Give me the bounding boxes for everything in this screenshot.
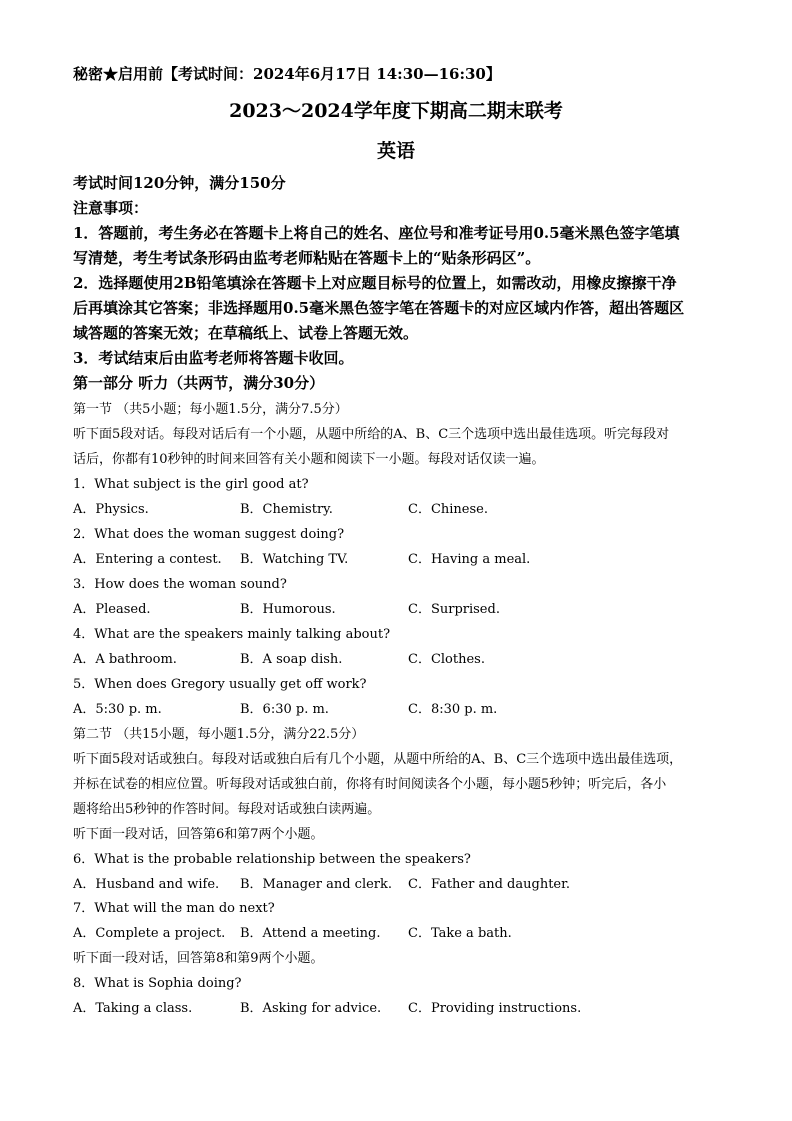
question-2-option-b: B．Watching TV.	[240, 552, 349, 567]
question-8-option-b: B．Asking for advice.	[240, 1001, 382, 1016]
question-1-option-b: B．Chemistry.	[240, 502, 333, 517]
note-3: 3．考试结束后由监考老师将答题卡收回。	[73, 349, 354, 367]
exam-time-line: 考试时间120分钟，满分150分	[73, 174, 286, 192]
note-1-line-2: 写清楚，考生考试条形码由监考老师粘贴在答题卡上的“贴条形码区”。	[73, 249, 541, 267]
question-2: 2．What does the woman suggest doing?	[73, 527, 345, 542]
note-2-line-3: 域答题的答案无效；在草稿纸上、试卷上答题无效。	[73, 324, 419, 342]
question-1: 1．What subject is the girl good at?	[73, 477, 309, 492]
question-3-option-a: A．Pleased.	[73, 602, 151, 617]
question-6-option-c: C．Father and daughter.	[408, 877, 571, 892]
question-2-option-a: A．Entering a contest.	[73, 552, 222, 567]
question-4-option-a: A．A bathroom.	[73, 652, 177, 667]
question-5-option-a: A．5:30 p. m.	[73, 702, 162, 717]
dialogue-note-8-9: 听下面一段对话，回答第8和第9两个小题。	[73, 951, 324, 966]
question-5-option-b: B．6:30 p. m.	[240, 702, 329, 717]
confidential-notice: 秘密★启用前【考试时间：2024年6月17日 14:30—16:30】	[73, 65, 501, 83]
section-1-heading: 第一节 （共5小题；每小题1.5分，满分7.5分）	[73, 402, 348, 417]
question-6-option-a: A．Husband and wife.	[73, 877, 220, 892]
subject-title: 英语	[376, 140, 415, 162]
question-7-option-a: A．Complete a project.	[73, 926, 226, 941]
question-8: 8．What is Sophia doing?	[73, 976, 242, 991]
question-4-option-c: C．Clothes.	[408, 652, 485, 667]
exam-title: 2023～2024学年度下期高二期末联考	[229, 100, 563, 122]
section-2-intro-line-1: 听下面5段对话或独白。每段对话或独白后有几个小题，从题中所给的A、B、C三个选项中选出最佳选项，	[73, 752, 683, 767]
question-1-option-c: C．Chinese.	[408, 502, 488, 517]
section-2-heading: 第二节 （共15小题，每小题1.5分，满分22.5分）	[73, 727, 365, 742]
question-6-option-b: B．Manager and clerk.	[240, 877, 393, 892]
dialogue-note-6-7: 听下面一段对话，回答第6和第7两个小题。	[73, 827, 324, 842]
question-6: 6．What is the probable relationship between the speakers?	[73, 852, 471, 867]
note-2-line-1: 2．选择题使用2B铅笔填涂在答题卡上对应题目标号的位置上，如需改动，用橡皮擦擦干净	[73, 274, 677, 292]
section-1-intro-line-2: 话后，你都有10秒钟的时间来回答有关小题和阅读下一小题。每段对话仅读一遍。	[73, 452, 545, 467]
question-4-option-b: B．A soap dish.	[240, 652, 343, 667]
question-5: 5．When does Gregory usually get off work?	[73, 677, 367, 692]
section-2-intro-line-2: 并标在试卷的相应位置。听每段对话或独白前，你将有时间阅读各个小题，每小题5秒钟；听完后，各小	[73, 777, 667, 792]
question-8-option-a: A．Taking a class.	[73, 1001, 193, 1016]
question-7: 7．What will the man do next?	[73, 901, 275, 916]
note-1-line-1: 1．答题前，考生务必在答题卡上将自己的姓名、座位号和准考证号用0.5毫米黑色签字笔填	[73, 224, 680, 242]
question-4: 4．What are the speakers mainly talking about?	[73, 627, 391, 642]
question-2-option-c: C．Having a meal.	[408, 552, 531, 567]
question-1-option-a: A．Physics.	[73, 502, 149, 517]
question-3: 3．How does the woman sound?	[73, 577, 287, 592]
question-8-option-c: C．Providing instructions.	[408, 1001, 582, 1016]
notes-heading: 注意事项：	[73, 199, 149, 217]
question-7-option-c: C．Take a bath.	[408, 926, 512, 941]
section-1-intro-line-1: 听下面5段对话。每段对话后有一个小题，从题中所给的A、B、C三个选项中选出最佳选项。听完每段对	[73, 427, 670, 442]
note-2-line-2: 后再填涂其它答案；非选择题用0.5毫米黑色签字笔在答题卡的对应区域内作答，超出答题区	[73, 299, 685, 317]
question-7-option-b: B．Attend a meeting.	[240, 926, 381, 941]
question-3-option-b: B．Humorous.	[240, 602, 336, 617]
part-1-heading: 第一部分 听力（共两节，满分30分）	[73, 374, 325, 392]
question-5-option-c: C．8:30 p. m.	[408, 702, 498, 717]
section-2-intro-line-3: 题将给出5秒钟的作答时间。每段对话或独白读两遍。	[73, 802, 381, 817]
question-3-option-c: C．Surprised.	[408, 602, 500, 617]
